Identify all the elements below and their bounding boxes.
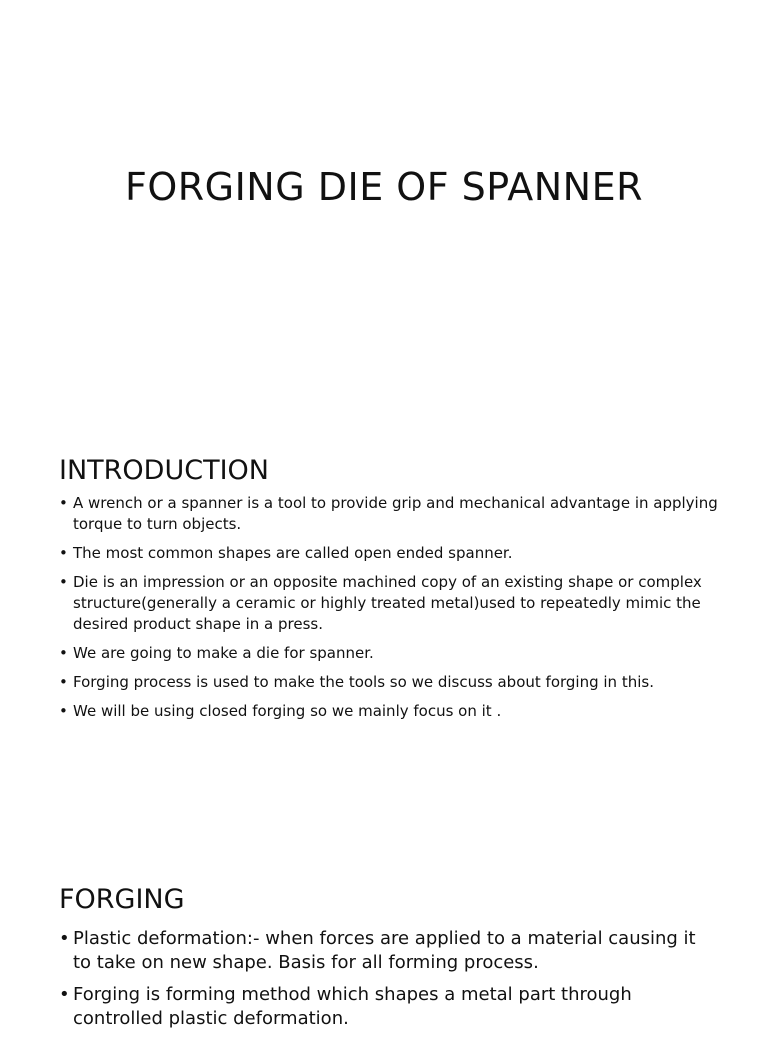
bullet-item: • A wrench or a spanner is a tool to provide grip and mechanical advantage in applying torque to turn objects.	[59, 493, 719, 535]
bullet-item: • We are going to make a die for spanner.	[59, 643, 719, 664]
bullet-item: • Forging process is used to make the tools so we discuss about forging in this.	[59, 672, 719, 693]
slide-title: FORGING DIE OF SPANNER	[124, 165, 644, 209]
bullet-item: • Forging is forming method which shapes a metal part through controlled plastic deformation.	[59, 983, 719, 1031]
bullet-item: • Die is an impression or an opposite machined copy of an existing shape or complex structure(generally a ceramic or highly treated metal)used to repeatedly mimic the desired product shape in a press.	[59, 572, 719, 635]
bullet-item: • We will be using closed forging so we mainly focus on it .	[59, 701, 719, 722]
forging-heading: FORGING	[59, 884, 185, 915]
introduction-heading: INTRODUCTION	[59, 455, 269, 486]
bullet-item: • The most common shapes are called open ended spanner.	[59, 543, 719, 564]
bullet-item: • Plastic deformation:- when forces are applied to a material causing it to take on new shape. Basis for all forming process.	[59, 927, 719, 975]
forging-bullet-list	[59, 927, 719, 1039]
